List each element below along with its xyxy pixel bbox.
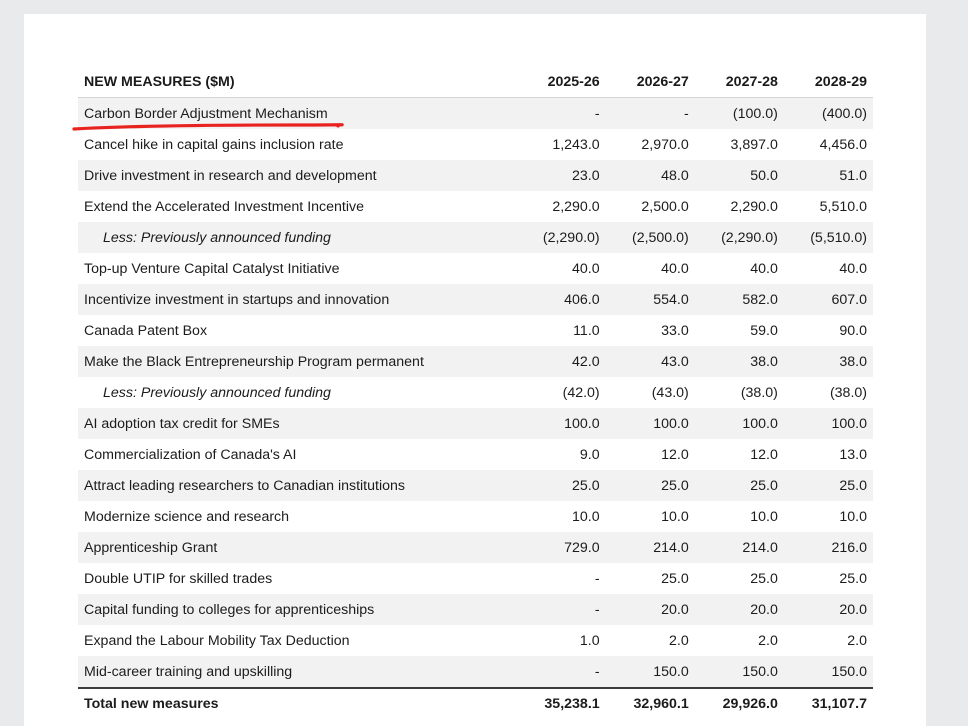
row-value: 2,290.0: [552, 198, 600, 215]
table-row: [78, 656, 873, 688]
table-row: [78, 501, 873, 532]
table-row: [78, 625, 873, 656]
row-value: 5,510.0: [819, 198, 867, 215]
row-value: 20.0: [784, 594, 873, 625]
row-value: 50.0: [695, 160, 784, 191]
row-label: Less: Previously announced funding: [103, 384, 331, 401]
row-value: 12.0: [750, 446, 778, 463]
table-row: [78, 129, 873, 160]
row-value: (2,290.0): [517, 222, 606, 253]
row-label: Expand the Labour Mobility Tax Deduction: [84, 632, 350, 649]
row-value: 2.0: [669, 632, 689, 649]
row-value: 214.0: [606, 532, 695, 563]
row-value: 12.0: [661, 446, 689, 463]
row-value: 40.0: [572, 260, 600, 277]
row-value: 214.0: [695, 532, 784, 563]
row-value: 2,500.0: [641, 198, 689, 215]
row-value: (2,290.0): [695, 222, 784, 253]
row-value: 2.0: [847, 632, 867, 649]
row-value: -: [517, 656, 606, 688]
row-value: 1,243.0: [552, 136, 600, 153]
row-value: (5,510.0): [784, 222, 873, 253]
row-value: 25.0: [784, 470, 873, 501]
row-label: Mid-career training and upskilling: [78, 656, 517, 688]
row-value: 100.0: [517, 408, 606, 439]
row-value: 40.0: [750, 260, 778, 277]
row-value: -: [594, 570, 600, 587]
row-label: AI adoption tax credit for SMEs: [78, 408, 517, 439]
row-value: 43.0: [606, 346, 695, 377]
row-value: 10.0: [661, 508, 689, 525]
row-value: -: [517, 98, 606, 130]
table-row: [78, 191, 873, 222]
row-value: 90.0: [839, 322, 867, 339]
row-value: 100.0: [695, 408, 784, 439]
table-row: [78, 377, 873, 408]
row-value: 554.0: [606, 284, 695, 315]
row-value: 150.0: [695, 656, 784, 688]
row-value: 48.0: [606, 160, 695, 191]
row-label: Attract leading researchers to Canadian institutions: [78, 470, 517, 501]
row-value: 10.0: [839, 508, 867, 525]
table-header-row: [78, 67, 873, 98]
row-value: 4,456.0: [819, 136, 867, 153]
row-value: 25.0: [839, 570, 867, 587]
row-value: 10.0: [572, 508, 600, 525]
row-label: Capital funding to colleges for apprenticeships: [78, 594, 517, 625]
row-value: 607.0: [784, 284, 873, 315]
row-label: Drive investment in research and development: [78, 160, 517, 191]
row-value: 13.0: [839, 446, 867, 463]
row-value: -: [606, 98, 695, 130]
row-value: 25.0: [695, 470, 784, 501]
total-value: 29,926.0: [695, 688, 784, 719]
table-row: [78, 98, 873, 130]
row-value: 25.0: [606, 470, 695, 501]
row-label: Double UTIP for skilled trades: [84, 570, 273, 587]
row-value: 1.0: [579, 632, 600, 649]
table-row: [78, 222, 873, 253]
row-value: 406.0: [517, 284, 606, 315]
row-value: (38.0): [829, 384, 867, 401]
year-header: 2027-28: [725, 74, 778, 90]
row-value: 38.0: [695, 346, 784, 377]
total-value: 35,238.1: [517, 688, 606, 719]
table-row: [78, 284, 873, 315]
row-value: 40.0: [839, 260, 867, 277]
table-row: [78, 470, 873, 501]
table-row: [78, 160, 873, 191]
row-label: Apprenticeship Grant: [78, 532, 517, 563]
total-label: Total new measures: [78, 688, 517, 719]
row-label: Less: Previously announced funding: [78, 222, 517, 253]
total-value: 31,107.7: [784, 688, 873, 719]
row-value: 42.0: [517, 346, 606, 377]
row-value: 10.0: [750, 508, 778, 525]
table-row: [78, 253, 873, 284]
row-value: 216.0: [784, 532, 873, 563]
row-label: Cancel hike in capital gains inclusion rate: [84, 136, 344, 153]
row-value: 59.0: [750, 322, 778, 339]
table-row: [78, 594, 873, 625]
row-label: Commercialization of Canada's AI: [84, 446, 297, 463]
table-row: [78, 532, 873, 563]
table-row: [78, 346, 873, 377]
year-header: 2026-27: [636, 74, 689, 90]
row-label: Extend the Accelerated Investment Incentive: [84, 198, 364, 215]
row-value: 2,290.0: [730, 198, 778, 215]
row-label: Incentivize investment in startups and innovation: [78, 284, 517, 315]
row-value: 25.0: [661, 570, 689, 587]
row-value: 9.0: [579, 446, 600, 463]
row-value: 2,970.0: [641, 136, 689, 153]
row-value: 729.0: [517, 532, 606, 563]
table-row: [78, 439, 873, 470]
row-value: 33.0: [661, 322, 689, 339]
row-value: 3,897.0: [730, 136, 778, 153]
row-value: (2,500.0): [606, 222, 695, 253]
row-value: 150.0: [606, 656, 695, 688]
row-value: 11.0: [573, 322, 600, 339]
row-label: Make the Black Entrepreneurship Program permanent: [78, 346, 517, 377]
row-value: (42.0): [562, 384, 600, 401]
row-value: 100.0: [606, 408, 695, 439]
row-value: 23.0: [517, 160, 606, 191]
row-value: (43.0): [651, 384, 689, 401]
row-value: (38.0): [740, 384, 778, 401]
row-label: Canada Patent Box: [84, 322, 208, 339]
row-value: 150.0: [784, 656, 873, 688]
table-heading: NEW MEASURES ($M): [84, 74, 235, 90]
row-value: -: [517, 594, 606, 625]
row-value: 25.0: [517, 470, 606, 501]
table-row: [78, 408, 873, 439]
row-value: (400.0): [784, 98, 873, 130]
table-row: [78, 315, 873, 346]
row-value: 38.0: [784, 346, 873, 377]
budget-table: [78, 67, 873, 719]
row-value: (100.0): [695, 98, 784, 130]
row-value: 100.0: [784, 408, 873, 439]
year-header: 2025-26: [547, 74, 600, 90]
row-value: 40.0: [661, 260, 689, 277]
row-label: Top-up Venture Capital Catalyst Initiative: [84, 260, 340, 277]
row-label: Carbon Border Adjustment Mechanism: [78, 98, 517, 130]
row-value: 2.0: [758, 632, 778, 649]
table-body: [78, 98, 873, 689]
row-value: 20.0: [695, 594, 784, 625]
row-label: Modernize science and research: [84, 508, 290, 525]
total-value: 32,960.1: [606, 688, 695, 719]
row-value: 51.0: [784, 160, 873, 191]
row-value: 582.0: [695, 284, 784, 315]
row-value: 20.0: [606, 594, 695, 625]
year-header: 2028-29: [814, 74, 867, 90]
row-value: 25.0: [750, 570, 778, 587]
table-row: [78, 563, 873, 594]
total-row: [78, 688, 873, 719]
